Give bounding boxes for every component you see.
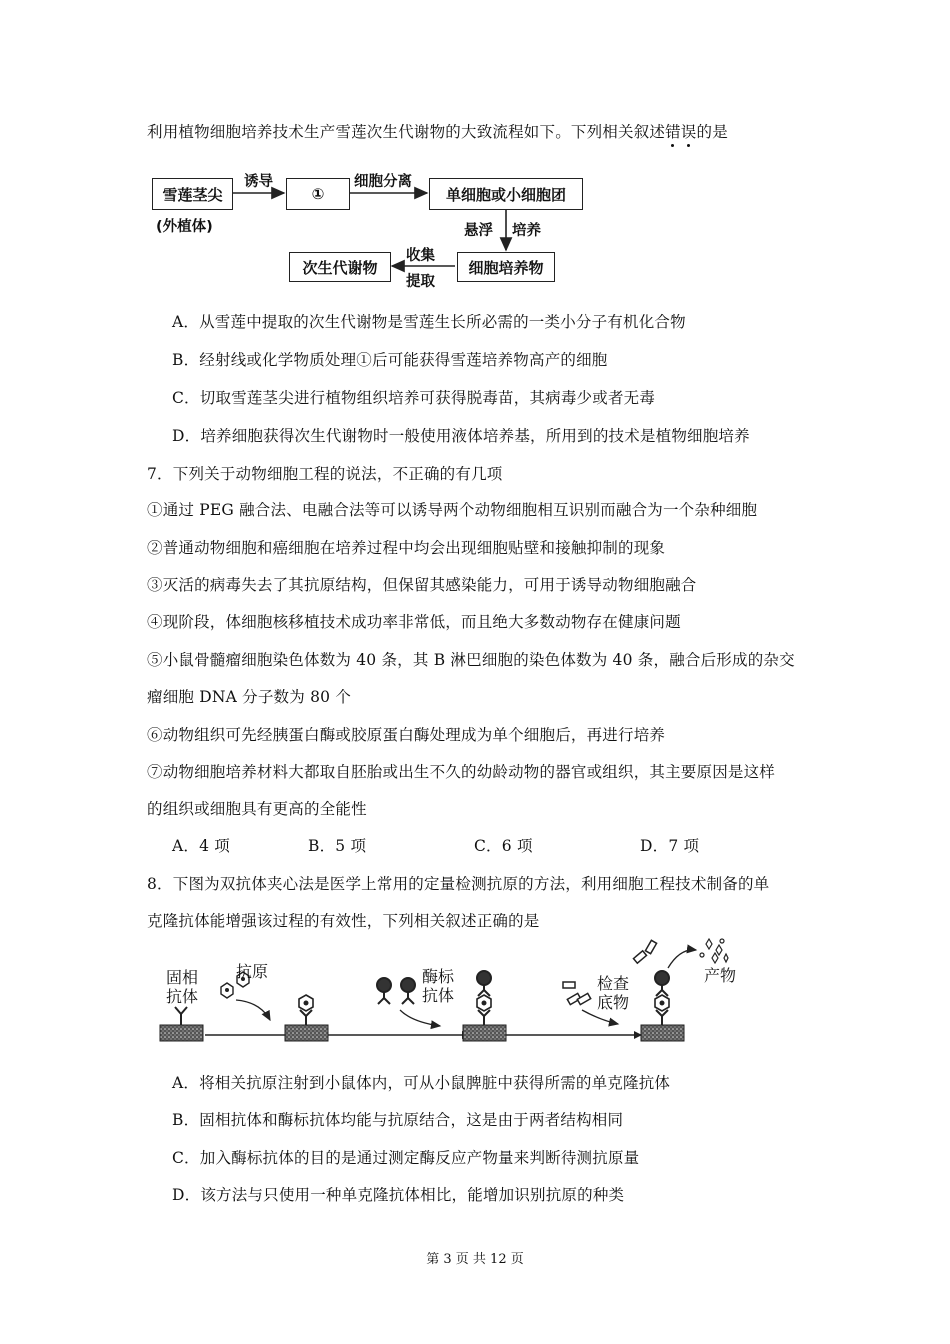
- q7-option-b: B．5 项: [308, 837, 367, 855]
- q6-stem-end: 的是: [696, 123, 728, 141]
- page-footer: 第 3 页 共 12 页: [426, 1252, 524, 1267]
- flow-box-metabolite: 次生代谢物: [289, 252, 391, 282]
- q7-item-2: ②普通动物细胞和癌细胞在培养过程中均会出现细胞贴壁和接触抑制的现象: [147, 539, 666, 557]
- flow-arrow-label-separate: 细胞分离: [354, 174, 412, 190]
- flow-arrow-label-culture: 培养: [512, 223, 541, 239]
- q8-option-d: D．该方法与只使用一种单克隆抗体相比，能增加识别抗原的种类: [172, 1186, 625, 1204]
- product-icon: [700, 939, 728, 963]
- antigen-icon: [655, 995, 669, 1011]
- q7-item-7: ⑦动物细胞培养材料大都取自胚胎或出生不久的幼龄动物的器官或组织，其主要原因是这样: [147, 763, 776, 781]
- q8-stem-line2: 克隆抗体能增强该过程的有效性，下列相关叙述正确的是: [147, 912, 540, 930]
- q7-item-5-cont: 瘤细胞 DNA 分子数为 80 个: [147, 688, 352, 706]
- label-line: 酶标: [422, 967, 455, 986]
- q7-item-1: ①通过 PEG 融合法、电融合法等可以诱导两个动物细胞相互识别而融合为一个杂种细胞: [147, 501, 758, 519]
- q7-option-c: C．6 项: [474, 837, 533, 855]
- flow-arrow-label-extract: 提取: [406, 274, 435, 290]
- plate-4: [641, 1025, 684, 1041]
- q6-option-b: B．经射线或化学物质处理①后可能获得雪莲培养物高产的细胞: [172, 351, 608, 369]
- label-enzyme-antibody: [422, 967, 454, 1005]
- q7-stem: 7．下列关于动物细胞工程的说法，不正确的有几项: [147, 465, 503, 483]
- q6-option-c: C．切取雪莲茎尖进行植物组织培养可获得脱毒苗，其病毒少或者无毒: [172, 389, 656, 407]
- antigen-icon: [299, 995, 313, 1011]
- capture-antibody-icon: [175, 1007, 187, 1025]
- enzyme-antibody-icon: [655, 971, 669, 996]
- q8-option-a: A．将相关抗原注射到小鼠体内，可从小鼠脾脏中获得所需的单克隆抗体: [172, 1074, 671, 1092]
- q8-option-c: C．加入酶标抗体的目的是通过测定酶反应产物量来判断待测抗原量: [172, 1149, 640, 1167]
- q6-stem-text: 利用植物细胞培养技术生产雪莲次生代谢物的大致流程如下。下列相关叙述: [147, 123, 666, 141]
- flow-box-1: ①: [286, 178, 350, 210]
- flow-explant-label: (外植体): [156, 219, 213, 235]
- plate-3: [463, 1025, 506, 1041]
- enzyme-antibody-icon: [477, 971, 491, 996]
- label-line: 检查: [597, 974, 630, 993]
- q8-option-b: B．固相抗体和酶标抗体均能与抗原结合，这是由于两者结构相同: [172, 1111, 624, 1129]
- q7-option-a: A．4 项: [172, 837, 230, 855]
- q7-item-7-cont: 的组织或细胞具有更高的全能性: [147, 800, 367, 818]
- flow-box-culture: 细胞培养物: [457, 252, 555, 282]
- plate-1: [160, 1025, 203, 1041]
- capture-antibody-icon: [478, 1010, 490, 1025]
- q6-option-d: D．培养细胞获得次生代谢物时一般使用液体培养基，所用到的技术是植物细胞培养: [172, 427, 750, 445]
- substrate-icon: [633, 940, 656, 963]
- antigen-icon: [477, 995, 491, 1011]
- capture-antibody-icon: [300, 1010, 312, 1025]
- flow-arrow-label-suspend: 悬浮: [464, 223, 493, 239]
- flow-box-single-cell: 单细胞或小细胞团: [429, 178, 583, 210]
- label-antigen: 抗原: [236, 962, 269, 981]
- capture-antibody-icon: [656, 1010, 668, 1025]
- label-line: 固相: [166, 968, 199, 987]
- q7-item-3: ③灭活的病毒失去了其抗原结构，但保留其感染能力，可用于诱导动物细胞融合: [147, 576, 697, 594]
- q6-option-a: A．从雪莲中提取的次生代谢物是雪莲生长所必需的一类小分子有机化合物: [172, 313, 686, 331]
- substrate-icon: [563, 982, 591, 1005]
- q8-stem-line1: 8．下图为双抗体夹心法是医学上常用的定量检测抗原的方法，利用细胞工程技术制备的单: [147, 875, 770, 893]
- label-product: 产物: [704, 966, 737, 985]
- q7-item-4: ④现阶段，体细胞核移植技术成功率非常低，而且绝大多数动物存在健康问题: [147, 613, 681, 631]
- q6-emph-text: 错误: [665, 123, 697, 141]
- flow-arrow-label-collect: 收集: [406, 248, 435, 264]
- plate-2: [285, 1025, 328, 1041]
- free-enzyme-antibody-icon: [377, 978, 415, 1004]
- flow-arrow-label-induce: 诱导: [244, 174, 273, 190]
- q7-item-6: ⑥动物组织可先经胰蛋白酶或胶原蛋白酶处理成为单个细胞后，再进行培养: [147, 726, 666, 744]
- q7-option-d: D．7 项: [640, 837, 700, 855]
- label-line: 底物: [597, 993, 630, 1012]
- label-line: 抗体: [166, 987, 199, 1006]
- label-line: 抗体: [422, 986, 455, 1005]
- label-capture-antibody: [166, 968, 198, 1006]
- q7-item-5: ⑤小鼠骨髓瘤细胞染色体数为 40 条，其 B 淋巴细胞的染色体数为 40 条，融合后形成的杂交: [147, 651, 795, 669]
- flow-box-stem-tip: 雪莲茎尖: [152, 178, 233, 210]
- label-substrate: [597, 974, 629, 1012]
